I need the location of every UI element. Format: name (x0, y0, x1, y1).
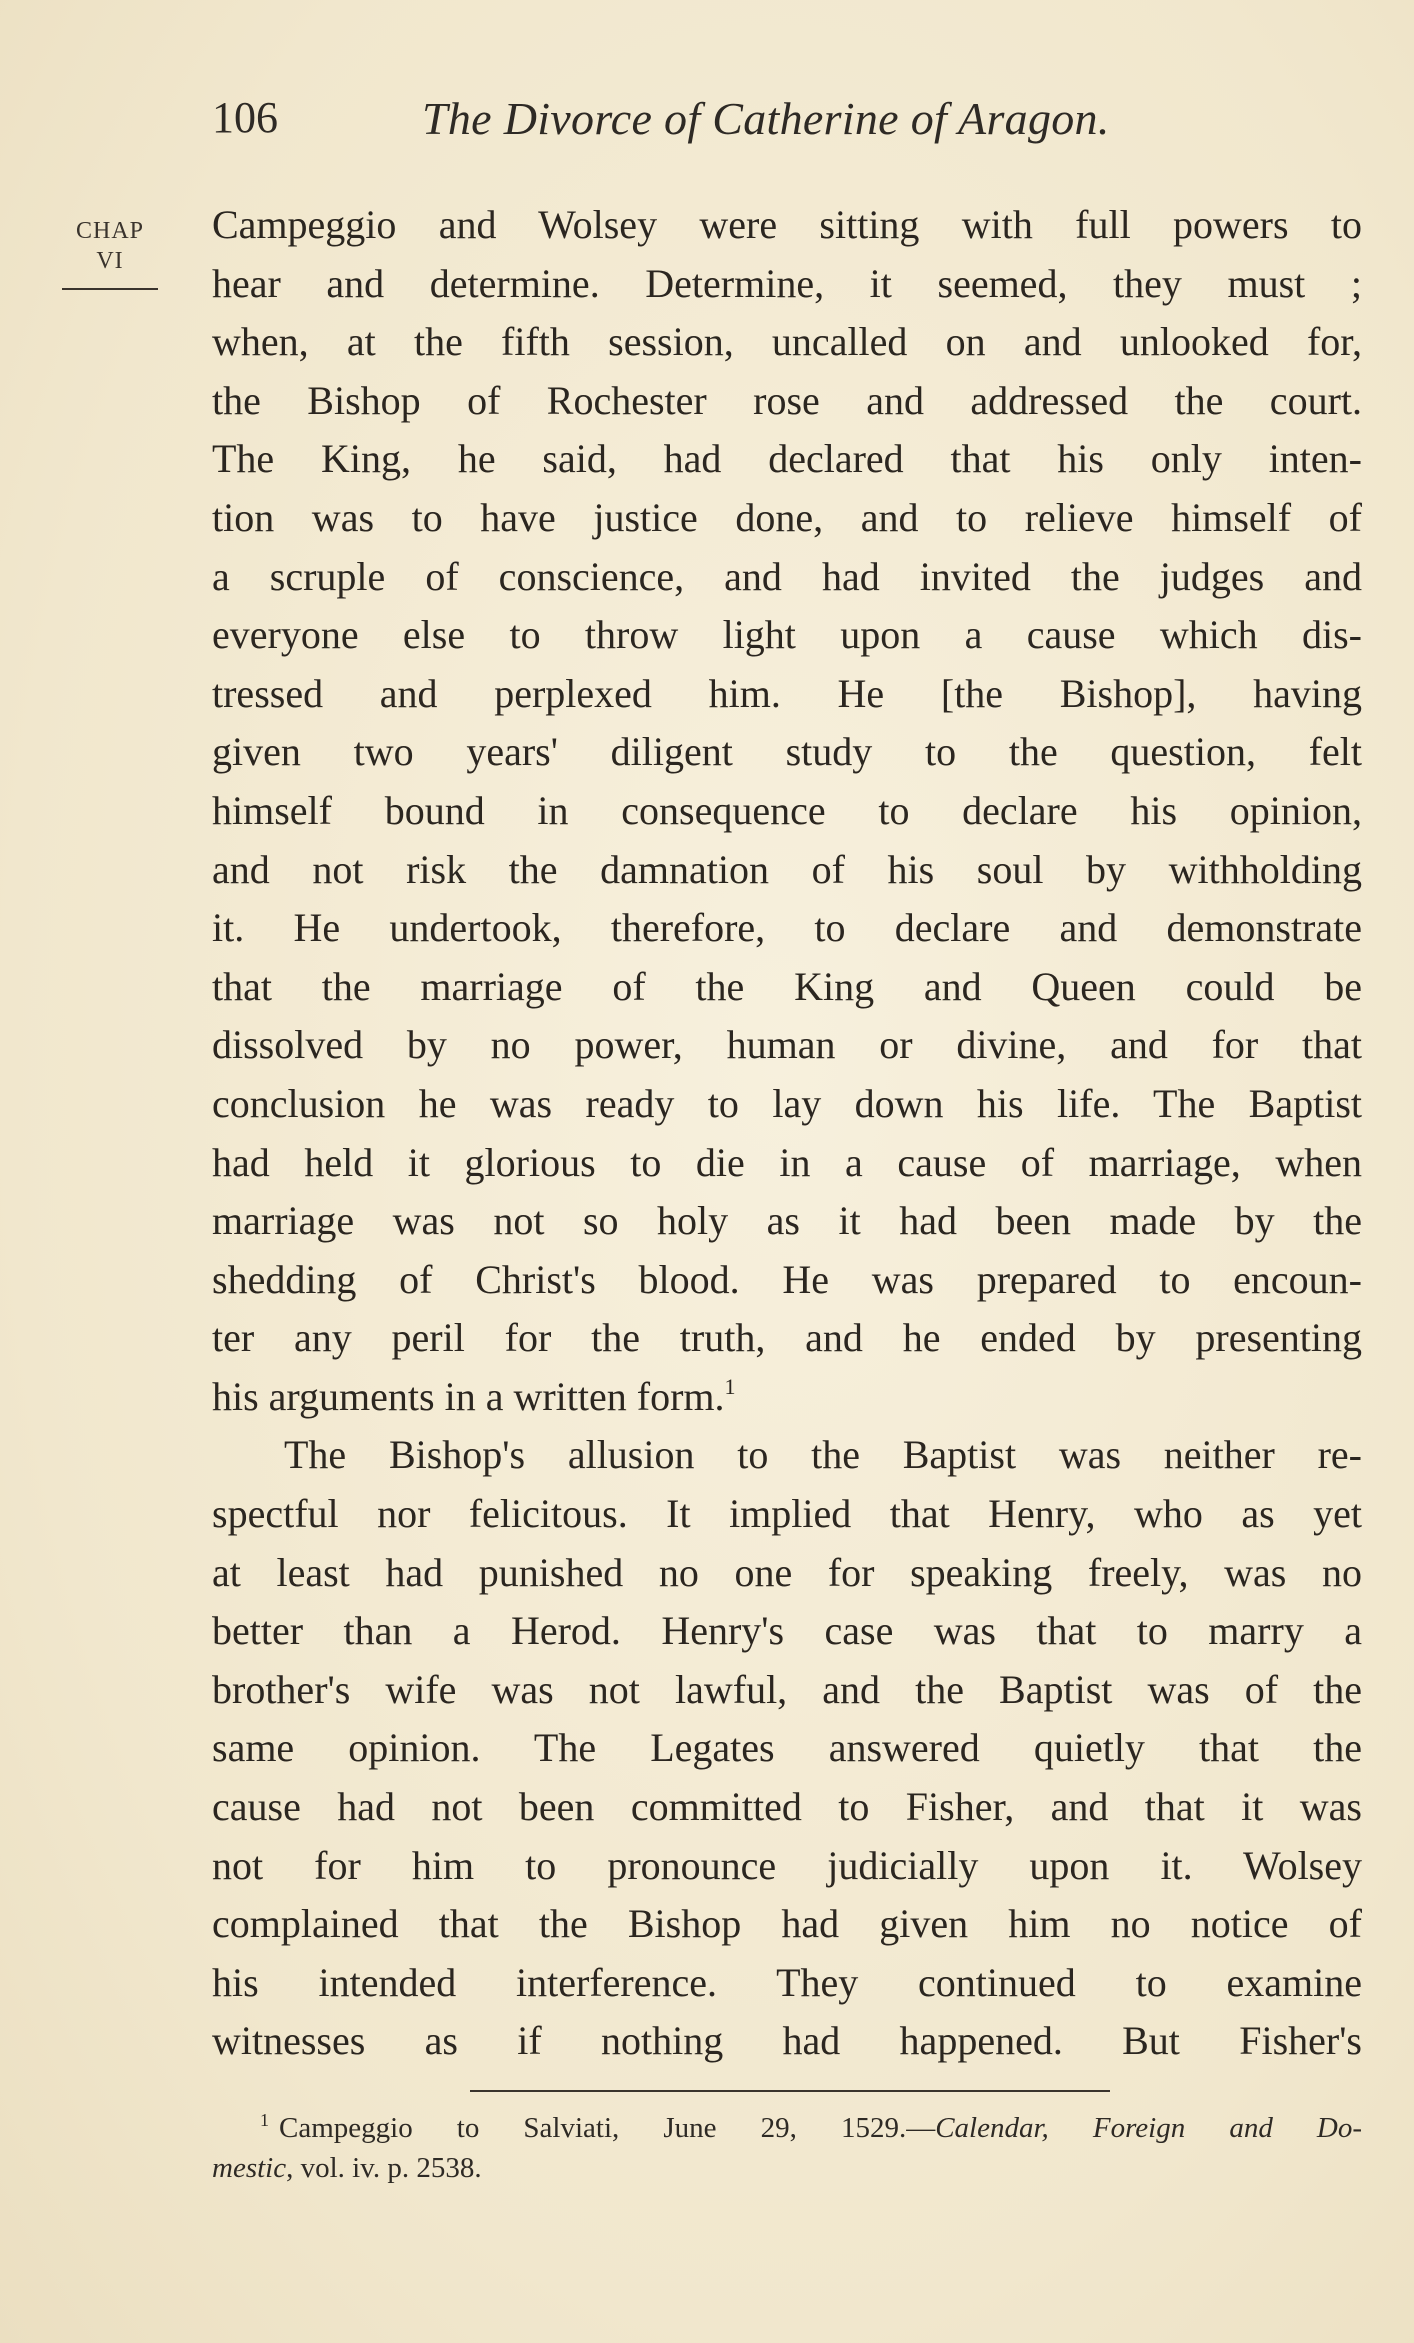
text-line: tion was to have justice done, and to relieve himself of (212, 494, 1362, 540)
chapter-rule (62, 288, 158, 290)
text-line: at least had punished no one for speaking freely, was no (212, 1549, 1362, 1595)
footnote-reference: 1 (724, 1373, 736, 1399)
page-header (212, 92, 1362, 152)
paragraph-last-line (212, 1368, 1362, 1427)
chapter-number: VI (96, 248, 124, 274)
text-line: dissolved by no power, human or divine, and for that (212, 1022, 1362, 1068)
footnote-source: Campeggio to Salviati, June 29, 1529.— (279, 2112, 936, 2144)
footnote-line (212, 2108, 1362, 2148)
text-line: ter any peril for the truth, and he ended by presenting (212, 1315, 1362, 1361)
page-number: 106 (212, 93, 278, 142)
text-line: that the marriage of the King and Queen could be (212, 963, 1362, 1009)
text-line: not for him to pronounce judicially upon it. Wolsey (212, 1842, 1362, 1888)
text-line: the Bishop of Rochester rose and addressed the court. (212, 377, 1362, 423)
text-line: The Bishop's allusion to the Baptist was neither re- (284, 1432, 1362, 1478)
text-line: complained that the Bishop had given him no notice of (212, 1901, 1362, 1947)
footnote-marker: 1 (260, 2110, 269, 2130)
footnote (212, 2108, 1362, 2188)
chapter-marginal-note (62, 216, 158, 290)
text-line: given two years' diligent study to the question, felt (212, 729, 1362, 775)
text-line: and not risk the damnation of his soul by withholding (212, 846, 1362, 892)
text-line: The King, he said, had declared that his only inten- (212, 436, 1362, 482)
body-text (212, 196, 1362, 2071)
text-line: brother's wife was not lawful, and the Baptist was of the (212, 1666, 1362, 1712)
footnote-divider (470, 2090, 1110, 2092)
text-line: a scruple of conscience, and had invited the judges and (212, 553, 1362, 599)
text-line: his arguments in a written form. (212, 1373, 725, 1419)
text-line: better than a Herod. Henry's case was that to marry a (212, 1608, 1362, 1654)
text-line: when, at the fifth session, uncalled on and unlooked for, (212, 319, 1362, 365)
text-line: everyone else to throw light upon a cause which dis- (212, 612, 1362, 658)
text-line: witnesses as if nothing had happened. But Fisher's (212, 2018, 1362, 2064)
text-line: cause had not been committed to Fisher, and that it was (212, 1784, 1362, 1830)
text-line: had held it glorious to die in a cause of marriage, when (212, 1139, 1362, 1185)
text-line: it. He undertook, therefore, to declare and demonstrate (212, 905, 1362, 951)
text-line: Campeggio and Wolsey were sitting with full powers to (212, 202, 1362, 247)
text-line: same opinion. The Legates answered quietly that the (212, 1725, 1362, 1771)
text-line: spectful nor felicitous. It implied that Henry, who as yet (212, 1491, 1362, 1537)
text-line: himself bound in consequence to declare his opinion, (212, 787, 1362, 833)
chapter-label: CHAP (75, 218, 145, 244)
footnote-title: Calendar, Foreign and Do- (935, 2112, 1363, 2144)
text-line: shedding of Christ's blood. He was prepared to encoun- (212, 1256, 1362, 1302)
footnote-title-cont: mestic (212, 2152, 287, 2184)
text-line: tressed and perplexed him. He [the Bishop], having (212, 670, 1362, 716)
text-line: hear and determine. Determine, it seemed, they must ; (212, 260, 1362, 306)
text-line: marriage was not so holy as it had been made by the (212, 1198, 1362, 1244)
text-line: conclusion he was ready to lay down his life. The Baptist (212, 1080, 1362, 1126)
footnote-citation: , vol. iv. p. 2538. (286, 2152, 482, 2184)
running-title: The Divorce of Catherine of Aragon. (422, 93, 1110, 144)
text-line: his intended interference. They continued to examine (212, 1959, 1362, 2005)
footnote-line (212, 2148, 1362, 2188)
